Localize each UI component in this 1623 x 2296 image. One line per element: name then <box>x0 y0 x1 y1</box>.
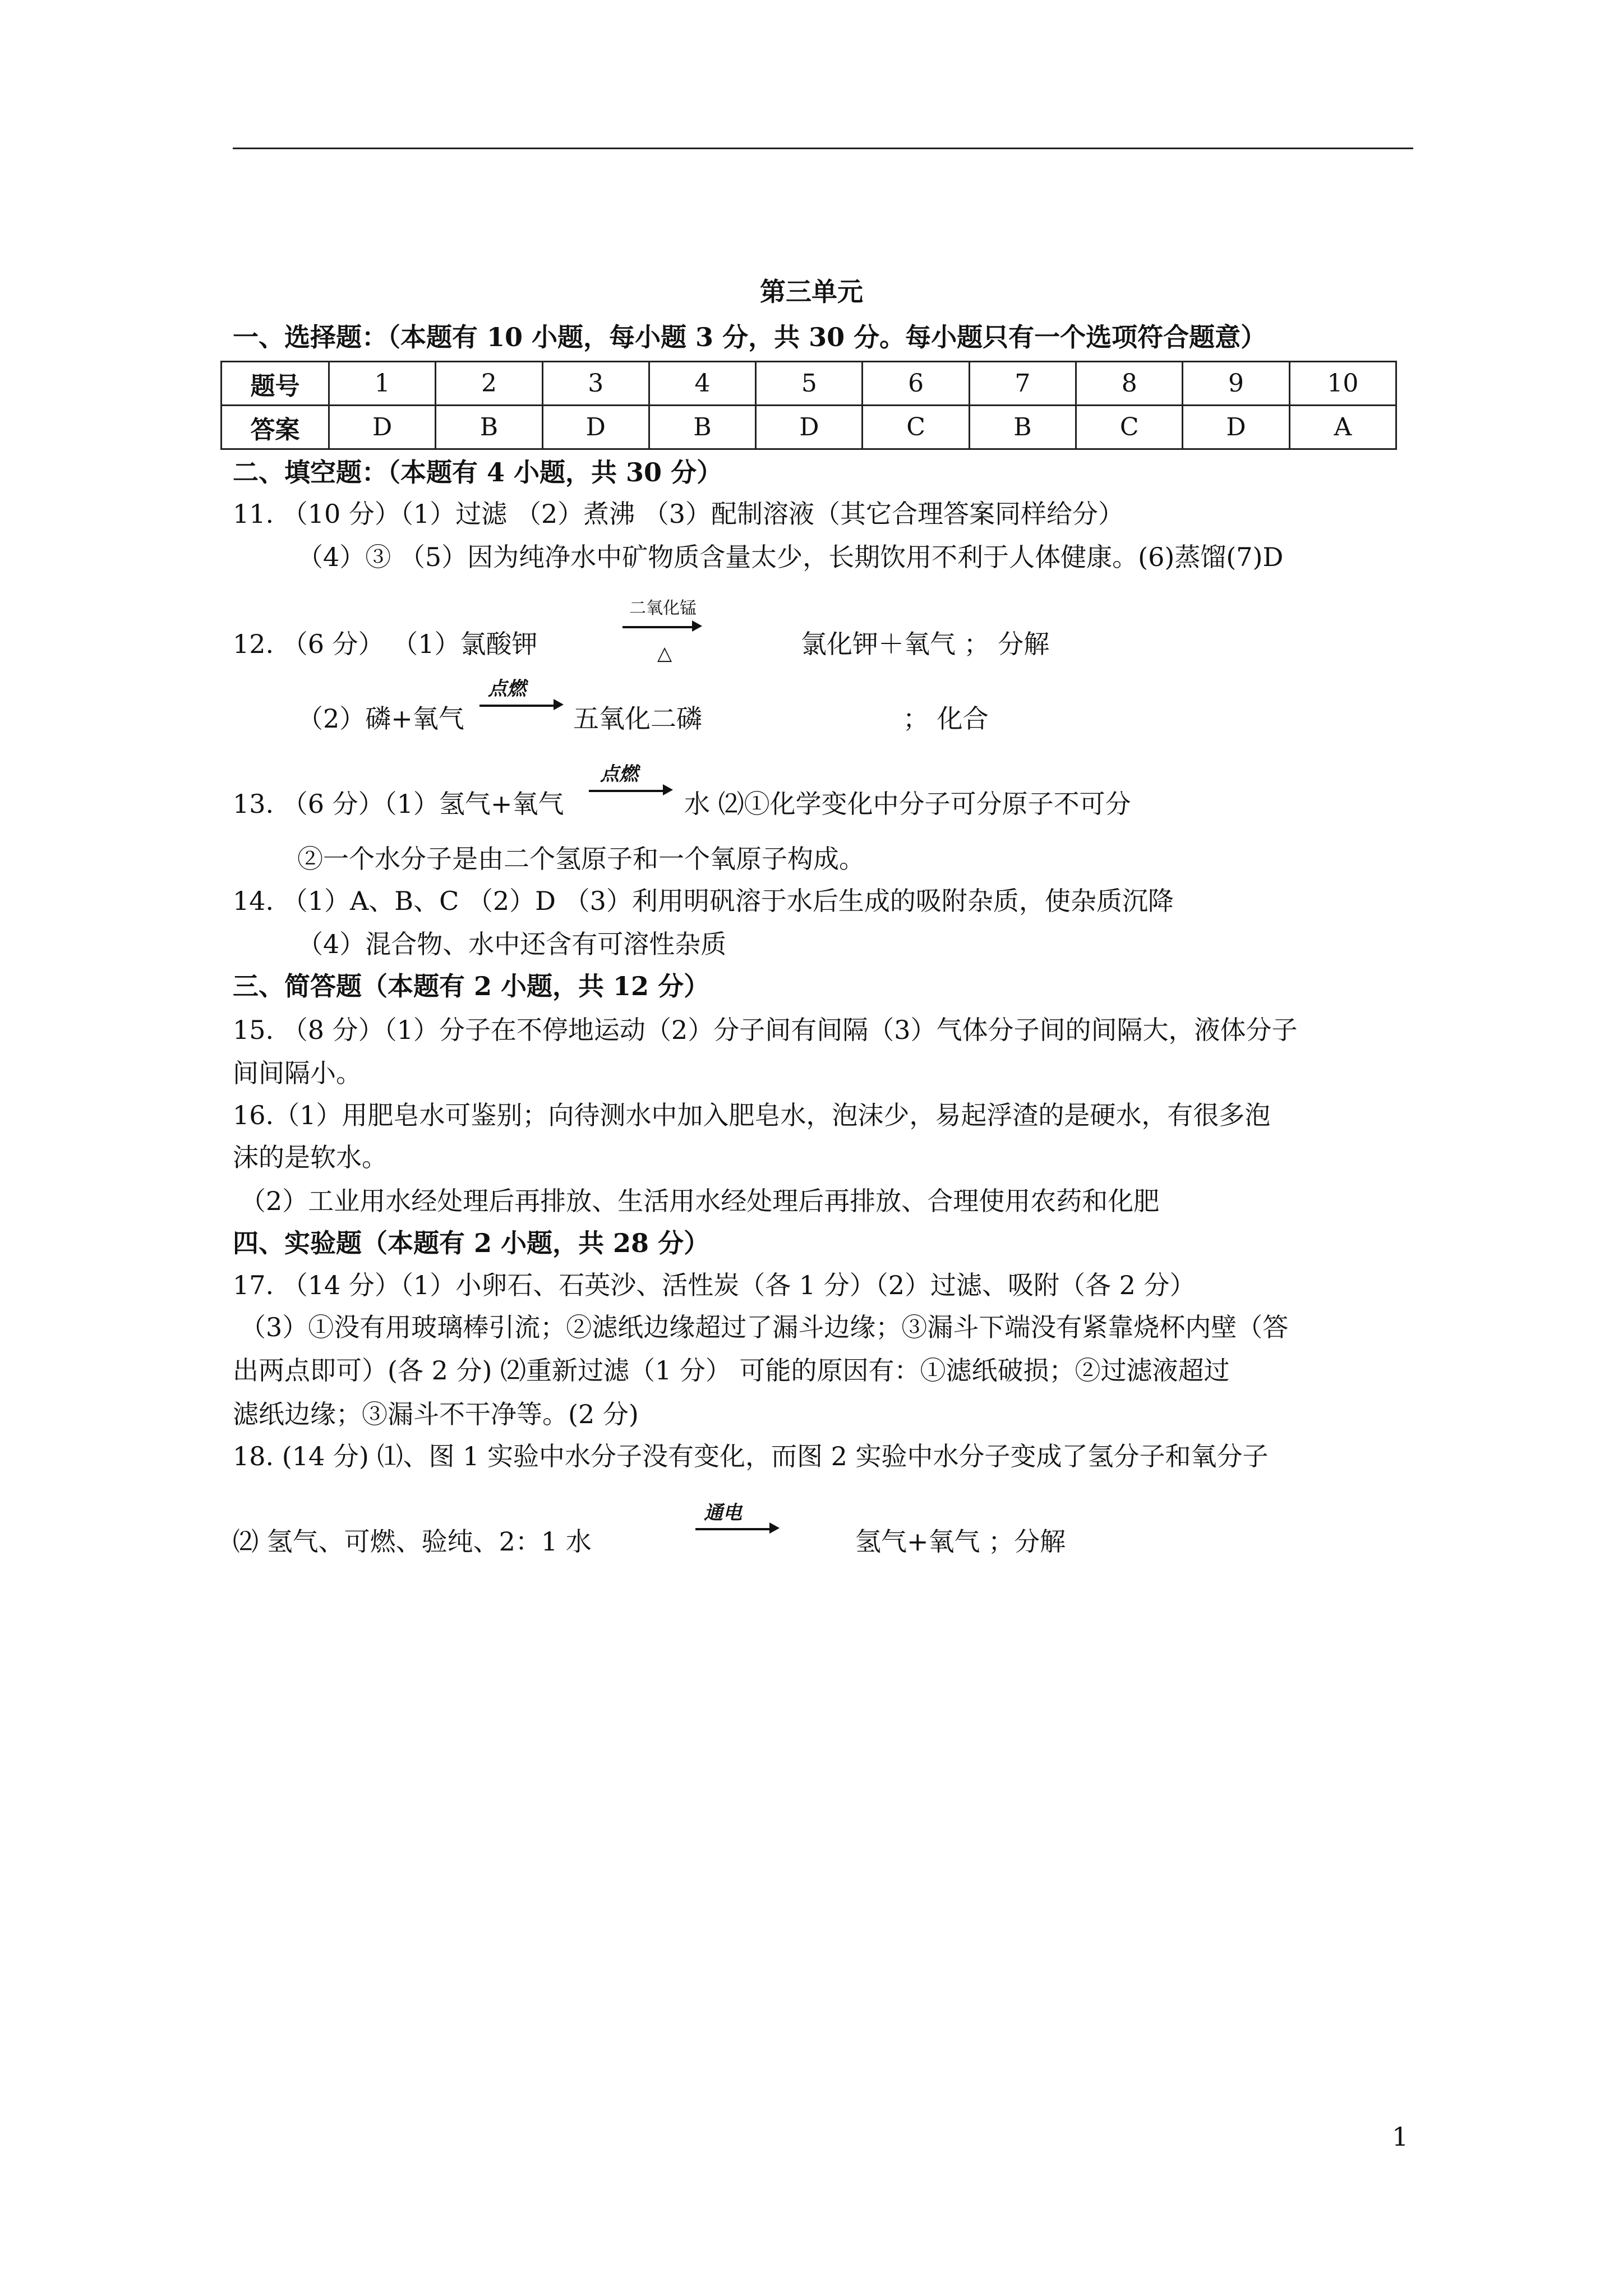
answer-line: 滤纸边缘；③漏斗不干净等。(2 分) <box>233 1399 639 1429</box>
table-cell: D <box>756 406 863 449</box>
answer-line: 16.（1）用肥皂水可鉴别；向待测水中加入肥皂水，泡沫少，易起浮渣的是硬水，有很多泡 <box>233 1100 1271 1130</box>
table-cell: D <box>329 406 436 449</box>
ignite-label: 点燃 <box>488 678 526 700</box>
table-cell: B <box>969 406 1076 449</box>
reaction-arrow <box>695 1522 780 1534</box>
answer-line: （4）③ （5）因为纯净水中矿物质含量太少，长期饮用不利于人体健康。(6)蒸馏(7)D <box>297 542 1284 572</box>
catalyst-label: 二氧化锰 <box>629 599 697 618</box>
answer-line: 11. （10 分）（1）过滤 （2）煮沸 （3）配制溶液（其它合理答案同样给分） <box>233 499 1124 529</box>
reaction-arrow <box>623 620 702 632</box>
table-cell: D <box>1183 406 1289 449</box>
answer-line: ⑵ 氢气、可燃、验纯、2：1 水 <box>233 1526 592 1557</box>
answer-line: 18. (14 分) ⑴、图 1 实验中水分子没有变化，而图 2 实验中水分子变成了氢分子和氧分子 <box>233 1441 1269 1471</box>
answer-line: 13. （6 分）（1）氢气+氧气 <box>233 789 564 819</box>
table-row-answers <box>222 406 1396 449</box>
table-cell: D <box>542 406 649 449</box>
answer-line: 17. （14 分）（1）小卵石、石英沙、活性炭（各 1 分）（2）过滤、吸附（各 2 分） <box>233 1270 1196 1300</box>
section-heading-experiment: 四、实验题（本题有 2 小题，共 28 分） <box>233 1228 710 1258</box>
reaction-arrow <box>589 784 673 795</box>
section-heading-fill: 二、填空题：（本题有 4 小题，共 30 分） <box>233 457 723 487</box>
table-cell: 10 <box>1289 362 1396 406</box>
reaction-arrow <box>479 699 564 710</box>
table-cell: 6 <box>863 362 969 406</box>
answer-line: 沫的是软水。 <box>233 1142 388 1172</box>
section-heading-short: 三、简答题（本题有 2 小题，共 12 分） <box>233 971 710 1001</box>
table-cell: 4 <box>649 362 755 406</box>
table-cell: C <box>863 406 969 449</box>
answer-line: 12. （6 分） （1）氯酸钾 <box>233 629 538 659</box>
answer-line: 15. （8 分）（1）分子在不停地运动（2）分子间有间隔（3）气体分子间的间隔大，液体分子 <box>233 1015 1298 1045</box>
answer-line: ②一个水分子是由二个氢原子和一个氧原子构成。 <box>297 844 865 874</box>
table-row-numbers <box>222 362 1396 406</box>
answer-line: 水 ⑵①化学变化中分子可分原子不可分 <box>684 789 1131 819</box>
answer-line: （3）①没有用玻璃棒引流；②滤纸边缘超过了漏斗边缘；③漏斗下端没有紧靠烧杯内壁（答 <box>240 1312 1289 1342</box>
ignite-label: 点燃 <box>600 763 638 785</box>
table-cell: A <box>1289 406 1396 449</box>
table-cell: 2 <box>436 362 542 406</box>
table-cell: B <box>436 406 542 449</box>
table-cell: 7 <box>969 362 1076 406</box>
row-label-answer: 答案 <box>222 406 329 449</box>
page-title: 第三单元 <box>760 277 863 307</box>
answer-line: 氯化钾＋氧气 ； 分解 <box>801 629 1050 659</box>
table-cell: 9 <box>1183 362 1289 406</box>
table-cell: 5 <box>756 362 863 406</box>
table-cell: 3 <box>542 362 649 406</box>
electrolysis-label: 通电 <box>704 1502 742 1524</box>
answer-line: 间间隔小。 <box>233 1058 362 1088</box>
table-cell: B <box>649 406 755 449</box>
table-cell: C <box>1076 406 1183 449</box>
answer-line: （2）磷+氧气 <box>297 703 464 734</box>
answer-line: 氢气+氧气 ；分解 <box>855 1526 1066 1557</box>
heat-symbol: △ <box>657 642 672 665</box>
answer-line: 14. （1）A、B、C （2）D （3）利用明矾溶于水后生成的吸附杂质，使杂质沉降 <box>233 886 1174 916</box>
page-number: 1 <box>1392 2122 1409 2152</box>
section-heading-choice: 一、选择题：（本题有 10 小题，每小题 3 分，共 30 分。每小题只有一个选项符合题意） <box>233 322 1267 352</box>
header-rule <box>233 148 1413 149</box>
answer-line: （4）混合物、水中还含有可溶性杂质 <box>297 929 727 959</box>
row-label-number: 题号 <box>222 362 329 406</box>
answer-line: ； 化合 <box>903 703 989 734</box>
answer-line: （2）工业用水经处理后再排放、生活用水经处理后再排放、合理使用农药和化肥 <box>240 1186 1160 1216</box>
table-cell: 8 <box>1076 362 1183 406</box>
table-cell: 1 <box>329 362 436 406</box>
answer-table <box>220 361 1397 450</box>
answer-line: 出两点即可）(各 2 分) ⑵重新过滤（1 分） 可能的原因有：①滤纸破损；②过滤液超过 <box>233 1355 1230 1386</box>
answer-line: 五氧化二磷 <box>573 703 702 734</box>
